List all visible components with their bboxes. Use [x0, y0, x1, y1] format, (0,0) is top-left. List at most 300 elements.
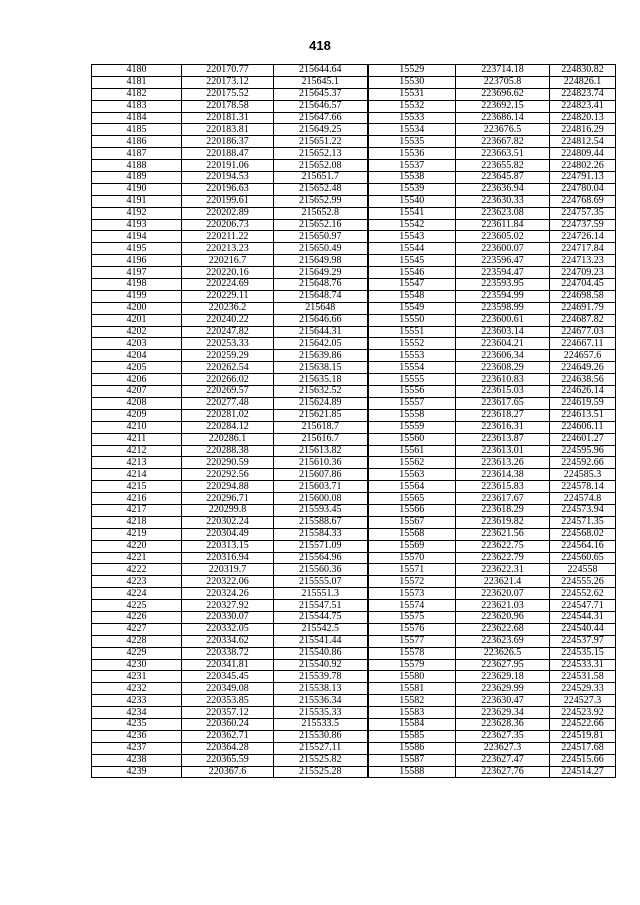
point-number-right-cell: 15552	[368, 338, 456, 350]
point-number-left-cell: 4220	[92, 540, 182, 552]
point-number-left-cell: 4190	[92, 183, 182, 195]
y-coordinate-left-cell: 215610.36	[274, 457, 368, 469]
table-row	[92, 528, 616, 540]
y-coordinate-left-cell: 215618.7	[274, 421, 368, 433]
point-number-right-cell: 15575	[368, 611, 456, 623]
y-coordinate-right-cell: 224517.68	[550, 742, 616, 754]
x-coordinate-left-cell: 220247.82	[182, 326, 274, 338]
point-number-right-cell: 15545	[368, 255, 456, 267]
y-coordinate-left-cell: 215651.7	[274, 172, 368, 184]
y-coordinate-right-cell: 224531.58	[550, 671, 616, 683]
table-row	[92, 290, 616, 302]
y-coordinate-left-cell: 215652.08	[274, 160, 368, 172]
table-row	[92, 540, 616, 552]
y-coordinate-right-cell: 224527.3	[550, 695, 616, 707]
x-coordinate-right-cell: 223618.29	[456, 504, 550, 516]
y-coordinate-left-cell: 215645.1	[274, 76, 368, 88]
y-coordinate-left-cell: 215541.44	[274, 635, 368, 647]
table-row	[92, 195, 616, 207]
x-coordinate-left-cell: 220191.06	[182, 160, 274, 172]
y-coordinate-left-cell: 215646.57	[274, 100, 368, 112]
y-coordinate-left-cell: 215647.66	[274, 112, 368, 124]
point-number-right-cell: 15540	[368, 195, 456, 207]
point-number-left-cell: 4197	[92, 267, 182, 279]
table-row	[92, 338, 616, 350]
point-number-left-cell: 4192	[92, 207, 182, 219]
y-coordinate-left-cell: 215607.86	[274, 469, 368, 481]
y-coordinate-left-cell: 215535.33	[274, 707, 368, 719]
table-row	[92, 148, 616, 160]
table-row	[92, 493, 616, 505]
x-coordinate-right-cell: 223623.69	[456, 635, 550, 647]
x-coordinate-right-cell: 223630.47	[456, 695, 550, 707]
x-coordinate-left-cell: 220224.69	[182, 279, 274, 291]
x-coordinate-left-cell: 220202.89	[182, 207, 274, 219]
table-row	[92, 588, 616, 600]
table-row	[92, 766, 616, 778]
x-coordinate-right-cell: 223622.31	[456, 564, 550, 576]
table-row	[92, 433, 616, 445]
y-coordinate-right-cell: 224726.14	[550, 231, 616, 243]
x-coordinate-left-cell: 220334.62	[182, 635, 274, 647]
y-coordinate-left-cell: 215649.25	[274, 124, 368, 136]
y-coordinate-left-cell: 215648	[274, 302, 368, 314]
y-coordinate-right-cell: 224823.41	[550, 100, 616, 112]
point-number-right-cell: 15547	[368, 279, 456, 291]
x-coordinate-right-cell: 223617.65	[456, 397, 550, 409]
point-number-left-cell: 4232	[92, 683, 182, 695]
y-coordinate-right-cell: 224709.23	[550, 267, 616, 279]
x-coordinate-right-cell: 223621.56	[456, 528, 550, 540]
x-coordinate-right-cell: 223596.47	[456, 255, 550, 267]
y-coordinate-right-cell: 224537.97	[550, 635, 616, 647]
point-number-right-cell: 15530	[368, 76, 456, 88]
table-row	[92, 76, 616, 88]
table-row	[92, 350, 616, 362]
point-number-right-cell: 15562	[368, 457, 456, 469]
point-number-left-cell: 4224	[92, 588, 182, 600]
y-coordinate-left-cell: 215650.49	[274, 243, 368, 255]
y-coordinate-left-cell: 215540.86	[274, 647, 368, 659]
y-coordinate-right-cell: 224768.69	[550, 195, 616, 207]
y-coordinate-right-cell: 224558	[550, 564, 616, 576]
point-number-right-cell: 15577	[368, 635, 456, 647]
point-number-right-cell: 15565	[368, 493, 456, 505]
table-row	[92, 279, 616, 291]
y-coordinate-right-cell: 224552.62	[550, 588, 616, 600]
x-coordinate-left-cell: 220367.6	[182, 766, 274, 778]
y-coordinate-left-cell: 215564.96	[274, 552, 368, 564]
x-coordinate-left-cell: 220353.85	[182, 695, 274, 707]
x-coordinate-left-cell: 220360.24	[182, 718, 274, 730]
x-coordinate-left-cell: 220299.8	[182, 504, 274, 516]
x-coordinate-left-cell: 220175.52	[182, 88, 274, 100]
y-coordinate-right-cell: 224802.26	[550, 160, 616, 172]
x-coordinate-left-cell: 220316.94	[182, 552, 274, 564]
point-number-left-cell: 4238	[92, 754, 182, 766]
x-coordinate-left-cell: 220186.37	[182, 136, 274, 148]
point-number-left-cell: 4211	[92, 433, 182, 445]
y-coordinate-right-cell: 224573.94	[550, 504, 616, 516]
y-coordinate-left-cell: 215538.13	[274, 683, 368, 695]
point-number-right-cell: 15576	[368, 623, 456, 635]
y-coordinate-left-cell: 215616.7	[274, 433, 368, 445]
point-number-right-cell: 15584	[368, 718, 456, 730]
y-coordinate-left-cell: 215621.85	[274, 409, 368, 421]
x-coordinate-left-cell: 220173.12	[182, 76, 274, 88]
point-number-left-cell: 4184	[92, 112, 182, 124]
point-number-left-cell: 4206	[92, 374, 182, 386]
table-row	[92, 623, 616, 635]
point-number-right-cell: 15587	[368, 754, 456, 766]
y-coordinate-right-cell: 224578.14	[550, 481, 616, 493]
table-row	[92, 659, 616, 671]
point-number-left-cell: 4199	[92, 290, 182, 302]
x-coordinate-left-cell: 220324.26	[182, 588, 274, 600]
y-coordinate-left-cell: 215649.98	[274, 255, 368, 267]
x-coordinate-left-cell: 220290.59	[182, 457, 274, 469]
y-coordinate-right-cell: 224533.31	[550, 659, 616, 671]
y-coordinate-right-cell: 224626.14	[550, 386, 616, 398]
x-coordinate-right-cell: 223616.31	[456, 421, 550, 433]
x-coordinate-right-cell: 223621.4	[456, 576, 550, 588]
point-number-left-cell: 4210	[92, 421, 182, 433]
x-coordinate-left-cell: 220338.72	[182, 647, 274, 659]
y-coordinate-right-cell: 224571.35	[550, 516, 616, 528]
point-number-left-cell: 4233	[92, 695, 182, 707]
table-row	[92, 718, 616, 730]
x-coordinate-left-cell: 220319.7	[182, 564, 274, 576]
y-coordinate-right-cell: 224514.27	[550, 766, 616, 778]
point-number-left-cell: 4180	[92, 65, 182, 77]
point-number-left-cell: 4198	[92, 279, 182, 291]
x-coordinate-left-cell: 220296.71	[182, 493, 274, 505]
x-coordinate-left-cell: 220178.58	[182, 100, 274, 112]
point-number-right-cell: 15551	[368, 326, 456, 338]
x-coordinate-right-cell: 223627.76	[456, 766, 550, 778]
y-coordinate-right-cell: 224657.6	[550, 350, 616, 362]
x-coordinate-right-cell: 223628.36	[456, 718, 550, 730]
point-number-left-cell: 4189	[92, 172, 182, 184]
y-coordinate-right-cell: 224667.11	[550, 338, 616, 350]
point-number-left-cell: 4194	[92, 231, 182, 243]
point-number-left-cell: 4201	[92, 314, 182, 326]
point-number-left-cell: 4229	[92, 647, 182, 659]
x-coordinate-right-cell: 223600.07	[456, 243, 550, 255]
point-number-right-cell: 15542	[368, 219, 456, 231]
y-coordinate-right-cell: 224544.31	[550, 611, 616, 623]
x-coordinate-right-cell: 223623.08	[456, 207, 550, 219]
point-number-right-cell: 15550	[368, 314, 456, 326]
x-coordinate-right-cell: 223610.83	[456, 374, 550, 386]
x-coordinate-right-cell: 223667.82	[456, 136, 550, 148]
x-coordinate-right-cell: 223606.34	[456, 350, 550, 362]
y-coordinate-left-cell: 215533.5	[274, 718, 368, 730]
y-coordinate-right-cell: 224809.44	[550, 148, 616, 160]
point-number-right-cell: 15536	[368, 148, 456, 160]
y-coordinate-left-cell: 215638.15	[274, 362, 368, 374]
point-number-left-cell: 4225	[92, 600, 182, 612]
coordinates-table	[91, 64, 616, 778]
point-number-left-cell: 4208	[92, 397, 182, 409]
x-coordinate-right-cell: 223629.99	[456, 683, 550, 695]
y-coordinate-left-cell: 215644.64	[274, 65, 368, 77]
x-coordinate-right-cell: 223630.33	[456, 195, 550, 207]
point-number-left-cell: 4188	[92, 160, 182, 172]
y-coordinate-right-cell: 224698.58	[550, 290, 616, 302]
point-number-right-cell: 15578	[368, 647, 456, 659]
y-coordinate-left-cell: 215652.99	[274, 195, 368, 207]
point-number-right-cell: 15564	[368, 481, 456, 493]
y-coordinate-right-cell: 224691.79	[550, 302, 616, 314]
x-coordinate-left-cell: 220262.54	[182, 362, 274, 374]
point-number-left-cell: 4230	[92, 659, 182, 671]
point-number-left-cell: 4204	[92, 350, 182, 362]
table-row	[92, 516, 616, 528]
point-number-right-cell: 15554	[368, 362, 456, 374]
point-number-right-cell: 15541	[368, 207, 456, 219]
point-number-right-cell: 15533	[368, 112, 456, 124]
x-coordinate-right-cell: 223622.79	[456, 552, 550, 564]
table-row	[92, 362, 616, 374]
x-coordinate-left-cell: 220240.22	[182, 314, 274, 326]
point-number-left-cell: 4203	[92, 338, 182, 350]
y-coordinate-right-cell: 224830.82	[550, 65, 616, 77]
point-number-right-cell: 15538	[368, 172, 456, 184]
table-row	[92, 267, 616, 279]
x-coordinate-right-cell: 223613.26	[456, 457, 550, 469]
x-coordinate-left-cell: 220332.05	[182, 623, 274, 635]
x-coordinate-right-cell: 223622.68	[456, 623, 550, 635]
y-coordinate-right-cell: 224529.33	[550, 683, 616, 695]
y-coordinate-left-cell: 215544.75	[274, 611, 368, 623]
x-coordinate-left-cell: 220199.61	[182, 195, 274, 207]
x-coordinate-left-cell: 220170.77	[182, 65, 274, 77]
point-number-left-cell: 4212	[92, 445, 182, 457]
x-coordinate-left-cell: 220288.38	[182, 445, 274, 457]
table-row	[92, 611, 616, 623]
y-coordinate-left-cell: 215593.45	[274, 504, 368, 516]
table-row	[92, 124, 616, 136]
point-number-right-cell: 15555	[368, 374, 456, 386]
point-number-right-cell: 15585	[368, 730, 456, 742]
y-coordinate-left-cell: 215539.78	[274, 671, 368, 683]
x-coordinate-left-cell: 220277.48	[182, 397, 274, 409]
point-number-left-cell: 4205	[92, 362, 182, 374]
y-coordinate-right-cell: 224540.44	[550, 623, 616, 635]
table-row	[92, 683, 616, 695]
x-coordinate-right-cell: 223692.15	[456, 100, 550, 112]
y-coordinate-right-cell: 224823.74	[550, 88, 616, 100]
point-number-right-cell: 15553	[368, 350, 456, 362]
x-coordinate-right-cell: 223696.62	[456, 88, 550, 100]
x-coordinate-left-cell: 220213.23	[182, 243, 274, 255]
y-coordinate-left-cell: 215527.11	[274, 742, 368, 754]
x-coordinate-right-cell: 223655.82	[456, 160, 550, 172]
point-number-left-cell: 4193	[92, 219, 182, 231]
point-number-left-cell: 4187	[92, 148, 182, 160]
point-number-right-cell: 15534	[368, 124, 456, 136]
point-number-left-cell: 4191	[92, 195, 182, 207]
y-coordinate-right-cell: 224547.71	[550, 600, 616, 612]
x-coordinate-left-cell: 220292.56	[182, 469, 274, 481]
x-coordinate-left-cell: 220196.63	[182, 183, 274, 195]
table-row	[92, 576, 616, 588]
y-coordinate-right-cell: 224619.59	[550, 397, 616, 409]
y-coordinate-left-cell: 215613.82	[274, 445, 368, 457]
y-coordinate-left-cell: 215642.05	[274, 338, 368, 350]
y-coordinate-right-cell: 224535.15	[550, 647, 616, 659]
x-coordinate-right-cell: 223605.02	[456, 231, 550, 243]
table-row	[92, 65, 616, 77]
table-row	[92, 302, 616, 314]
y-coordinate-right-cell: 224820.13	[550, 112, 616, 124]
x-coordinate-left-cell: 220362.71	[182, 730, 274, 742]
point-number-right-cell: 15537	[368, 160, 456, 172]
y-coordinate-right-cell: 224757.35	[550, 207, 616, 219]
y-coordinate-left-cell: 215632.52	[274, 386, 368, 398]
point-number-right-cell: 15579	[368, 659, 456, 671]
y-coordinate-right-cell: 224687.82	[550, 314, 616, 326]
point-number-right-cell: 15573	[368, 588, 456, 600]
y-coordinate-right-cell: 224568.02	[550, 528, 616, 540]
point-number-right-cell: 15563	[368, 469, 456, 481]
x-coordinate-right-cell: 223594.47	[456, 267, 550, 279]
y-coordinate-right-cell: 224816.29	[550, 124, 616, 136]
point-number-left-cell: 4239	[92, 766, 182, 778]
y-coordinate-right-cell: 224564.16	[550, 540, 616, 552]
y-coordinate-left-cell: 215560.36	[274, 564, 368, 576]
table-row	[92, 600, 616, 612]
y-coordinate-right-cell: 224737.59	[550, 219, 616, 231]
x-coordinate-left-cell: 220183.81	[182, 124, 274, 136]
y-coordinate-left-cell: 215555.07	[274, 576, 368, 588]
table-row	[92, 552, 616, 564]
y-coordinate-right-cell: 224812.54	[550, 136, 616, 148]
x-coordinate-right-cell: 223714.18	[456, 65, 550, 77]
x-coordinate-right-cell: 223611.84	[456, 219, 550, 231]
point-number-right-cell: 15586	[368, 742, 456, 754]
x-coordinate-left-cell: 220341.81	[182, 659, 274, 671]
table-row	[92, 374, 616, 386]
table-row	[92, 469, 616, 481]
point-number-left-cell: 4195	[92, 243, 182, 255]
y-coordinate-left-cell: 215649.29	[274, 267, 368, 279]
x-coordinate-right-cell: 223615.83	[456, 481, 550, 493]
point-number-right-cell: 15535	[368, 136, 456, 148]
point-number-right-cell: 15572	[368, 576, 456, 588]
point-number-left-cell: 4196	[92, 255, 182, 267]
point-number-right-cell: 15583	[368, 707, 456, 719]
y-coordinate-right-cell: 224791.13	[550, 172, 616, 184]
table-row	[92, 326, 616, 338]
x-coordinate-left-cell: 220220.16	[182, 267, 274, 279]
point-number-left-cell: 4214	[92, 469, 182, 481]
x-coordinate-left-cell: 220229.11	[182, 290, 274, 302]
point-number-right-cell: 15556	[368, 386, 456, 398]
table-row	[92, 112, 616, 124]
x-coordinate-right-cell: 223629.34	[456, 707, 550, 719]
table-row	[92, 172, 616, 184]
y-coordinate-left-cell: 215646.66	[274, 314, 368, 326]
table-row	[92, 730, 616, 742]
y-coordinate-left-cell: 215525.82	[274, 754, 368, 766]
x-coordinate-right-cell: 223619.82	[456, 516, 550, 528]
x-coordinate-left-cell: 220266.02	[182, 374, 274, 386]
y-coordinate-right-cell: 224595.96	[550, 445, 616, 457]
y-coordinate-left-cell: 215584.33	[274, 528, 368, 540]
table-row	[92, 707, 616, 719]
x-coordinate-right-cell: 223622.75	[456, 540, 550, 552]
point-number-right-cell: 15561	[368, 445, 456, 457]
point-number-left-cell: 4209	[92, 409, 182, 421]
point-number-right-cell: 15582	[368, 695, 456, 707]
point-number-left-cell: 4236	[92, 730, 182, 742]
x-coordinate-left-cell: 220194.53	[182, 172, 274, 184]
y-coordinate-left-cell: 215652.13	[274, 148, 368, 160]
x-coordinate-right-cell: 223617.67	[456, 493, 550, 505]
point-number-right-cell: 15557	[368, 397, 456, 409]
x-coordinate-left-cell: 220206.73	[182, 219, 274, 231]
x-coordinate-left-cell: 220365.59	[182, 754, 274, 766]
x-coordinate-left-cell: 220286.1	[182, 433, 274, 445]
y-coordinate-left-cell: 215648.74	[274, 290, 368, 302]
x-coordinate-right-cell: 223629.18	[456, 671, 550, 683]
point-number-right-cell: 15529	[368, 65, 456, 77]
x-coordinate-right-cell: 223686.14	[456, 112, 550, 124]
y-coordinate-right-cell: 224826.1	[550, 76, 616, 88]
x-coordinate-left-cell: 220364.28	[182, 742, 274, 754]
y-coordinate-left-cell: 215603.71	[274, 481, 368, 493]
table-row	[92, 243, 616, 255]
y-coordinate-right-cell: 224555.26	[550, 576, 616, 588]
y-coordinate-left-cell: 215645.37	[274, 88, 368, 100]
x-coordinate-left-cell: 220216.7	[182, 255, 274, 267]
x-coordinate-right-cell: 223593.95	[456, 279, 550, 291]
point-number-right-cell: 15566	[368, 504, 456, 516]
x-coordinate-left-cell: 220327.92	[182, 600, 274, 612]
point-number-left-cell: 4226	[92, 611, 182, 623]
y-coordinate-right-cell: 224574.8	[550, 493, 616, 505]
x-coordinate-right-cell: 223636.94	[456, 183, 550, 195]
y-coordinate-left-cell: 215639.86	[274, 350, 368, 362]
x-coordinate-left-cell: 220294.88	[182, 481, 274, 493]
x-coordinate-right-cell: 223600.61	[456, 314, 550, 326]
table-row	[92, 457, 616, 469]
x-coordinate-left-cell: 220284.12	[182, 421, 274, 433]
y-coordinate-right-cell: 224523.92	[550, 707, 616, 719]
y-coordinate-left-cell: 215530.86	[274, 730, 368, 742]
point-number-right-cell: 15543	[368, 231, 456, 243]
table-row	[92, 88, 616, 100]
table-row	[92, 421, 616, 433]
y-coordinate-left-cell: 215571.09	[274, 540, 368, 552]
table-row	[92, 219, 616, 231]
table-row	[92, 647, 616, 659]
point-number-right-cell: 15531	[368, 88, 456, 100]
x-coordinate-left-cell: 220357.12	[182, 707, 274, 719]
table-row	[92, 445, 616, 457]
point-number-right-cell: 15568	[368, 528, 456, 540]
x-coordinate-left-cell: 220188.47	[182, 148, 274, 160]
x-coordinate-right-cell: 223620.96	[456, 611, 550, 623]
table-row	[92, 397, 616, 409]
x-coordinate-right-cell: 223627.47	[456, 754, 550, 766]
x-coordinate-right-cell: 223608.29	[456, 362, 550, 374]
point-number-left-cell: 4200	[92, 302, 182, 314]
point-number-right-cell: 15570	[368, 552, 456, 564]
point-number-right-cell: 15546	[368, 267, 456, 279]
